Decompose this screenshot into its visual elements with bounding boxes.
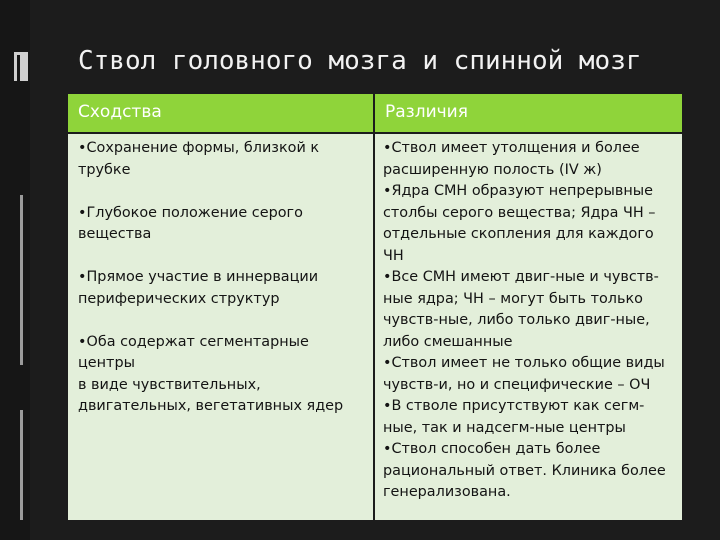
- slide-title: Ствол головного мозга и спинной мозг: [78, 46, 642, 76]
- similarity-item: •Оба содержат сегментарные центры в виде чувствительных, двигательных, вегетативных ядер: [78, 333, 344, 414]
- comparison-table: [68, 94, 682, 520]
- similarity-item: •Сохранение формы, близкой к трубке: [78, 140, 320, 178]
- similarity-item: •Прямое участие в иннервации периферических структур: [78, 269, 319, 307]
- header-differences: Различия: [375, 94, 682, 132]
- difference-item: •Ствол имеет не только общие виды чувств-и, но и специфические – ОЧ: [383, 355, 665, 393]
- similarities-cell: [68, 134, 373, 520]
- difference-item: •Ствол имеет утолщения и более расширенную полость (IV ж): [383, 140, 640, 178]
- left-decor-band: [0, 0, 30, 540]
- similarity-item: •Глубокое положение серого вещества: [78, 204, 303, 242]
- difference-item: •В стволе присутствуют как сегм- ные, так и надсегм-ные центры: [383, 398, 645, 436]
- decor-bar-top-tall: [14, 55, 17, 81]
- difference-item: •Ствол способен дать более рациональный ответ. Клиника более генерализована.: [383, 441, 666, 500]
- decor-bar-mid: [20, 195, 23, 365]
- decor-bar-top-right: [20, 55, 28, 81]
- differences-cell: [375, 134, 682, 520]
- difference-item: •Ядра СМН образуют непрерывные столбы серого вещества; Ядра ЧН – отдельные скопления для каждого ЧН: [383, 183, 656, 264]
- difference-item: •Все СМН имеют двиг-ные и чувств- ные ядра; ЧН – могут быть только чувств-ные, либо только двиг-ные, либо смешанные: [383, 269, 659, 350]
- decor-bar-low: [20, 410, 23, 520]
- header-similarities: Сходства: [68, 94, 373, 132]
